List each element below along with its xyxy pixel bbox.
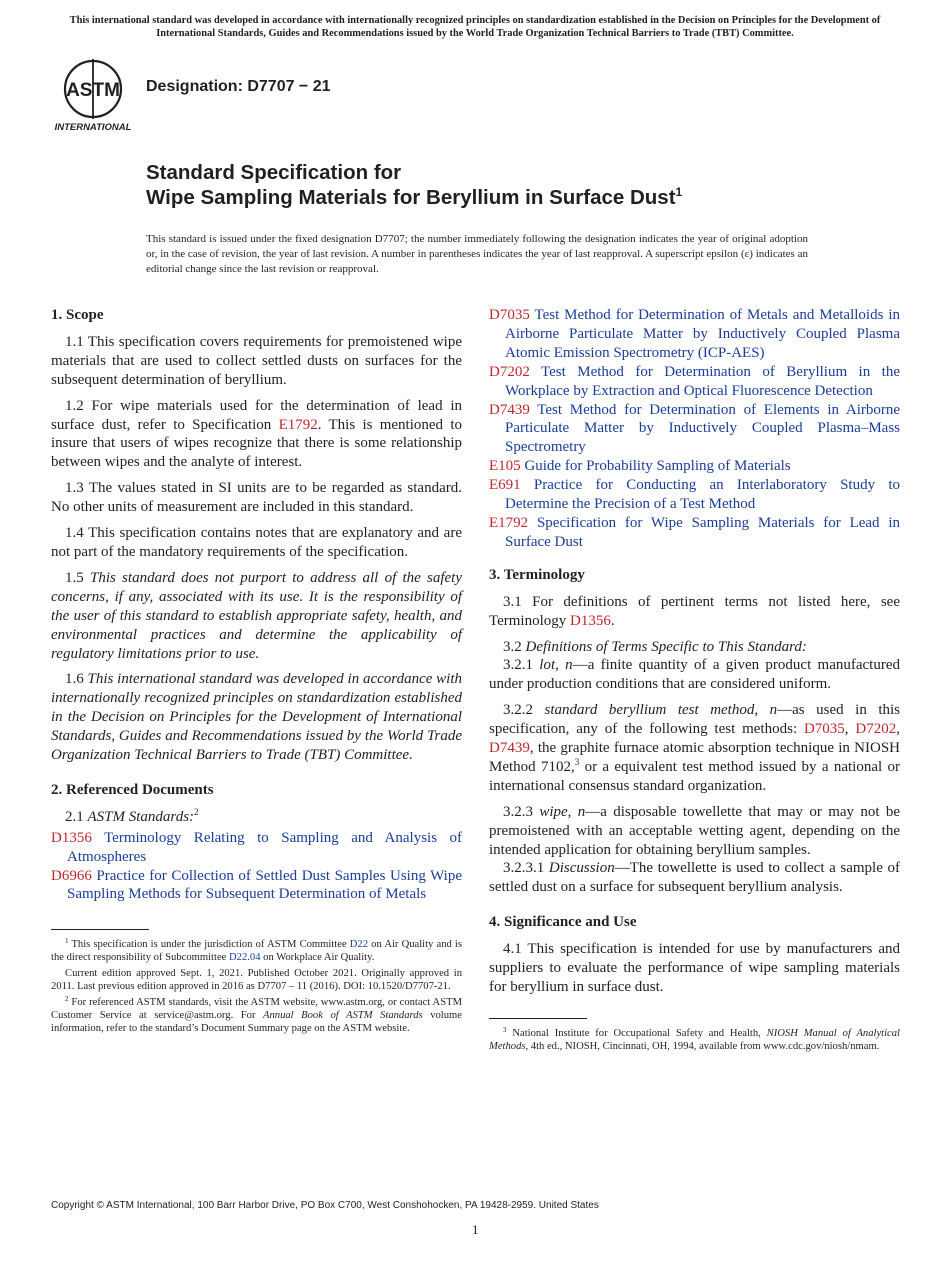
ref-item[interactable]: D7035 Test Method for Determination of Metals and Metalloids in Airborne Particulate Matter by Inductively Coupled Plasma Atomic Emission Spectrometry (ICP-AES) (489, 307, 900, 361)
section-3-heading: 3. Terminology (489, 566, 585, 583)
ref-item[interactable]: D7439 Test Method for Determination of Elements in Airborne Particulate Matter by Inductively Coupled Plasma–Mass Spectrometry (489, 401, 901, 456)
para-1-3: 1.3 The values stated in SI units are to be regarded as standard. No other units of measurement are included in this standard. (51, 480, 462, 516)
designation: Designation: D7707 − 21 (146, 78, 331, 95)
logo-caption: INTERNATIONAL (54, 122, 132, 133)
footnote-rule (489, 1018, 587, 1019)
right-column (489, 306, 900, 1056)
para-3-2-3: 3.2.3 wipe, n—a disposable towellette that may or may not be premoistened with an acceptable wetting agent, depending on the intended application for obtaining beryllium samples. (489, 803, 901, 858)
para-1-5: 1.5 This standard does not purport to address all of the safety concerns, if any, associated with its use. It is the responsibility of the user of this standard to establish appropriate safety, health, and environmental practices and determine the applicability of regulatory limitations prior to use. (51, 569, 463, 662)
para-3-2-2: 3.2.2 standard beryllium test method, n—as used in this specification, any of the following test methods: D7035, D7202, D7439, the graphite furnace atomic absorption technique in NIOSH Method 7102,$^3$ or a equivalent test method issued by a national or international consensus standard organization. (489, 702, 901, 794)
link-d7035[interactable]: D7035 (803, 721, 845, 738)
document-title (146, 160, 682, 210)
para-4-1: 4.1 This specification is intended for use by manufacturers and suppliers to evaluate the performance of wipe sampling materials for beryllium in surface dust. (489, 941, 900, 995)
page-number: 1 (472, 1222, 479, 1237)
link-d7202[interactable]: D7202 (855, 721, 897, 738)
para-2-1: 2.1 ASTM Standards:$^2$ (65, 806, 199, 825)
para-1-4: 1.4 This specification contains notes that are explanatory and are not part of the mandatory requirements of the specification. (51, 525, 462, 560)
left-column (51, 306, 462, 1038)
issued-note: This standard is issued under the fixed designation D7707; the number immediately following the designation indicates the year of original adoption or, in the case of revision, the year of last revision. A number in parentheses indicates the year of last reapproval. A superscript epsilon (ε) indicates an editorial change since the last revision or reapproval. (146, 233, 808, 275)
section-1-heading: 1. Scope (51, 307, 104, 323)
copyright-line: Copyright © ASTM International, 100 Barr Harbor Drive, PO Box C700, West Conshohocken, PA 19428-2959. United States (51, 1200, 599, 1211)
link-e1792[interactable]: E1792 (278, 416, 318, 433)
ref-item[interactable]: E105 Guide for Probability Sampling of Materials (489, 458, 791, 475)
para-3-1: 3.1 For definitions of pertinent terms not listed here, see Terminology D1356. (489, 593, 900, 629)
footnote-rule (51, 929, 149, 930)
link-d1356[interactable]: D1356 (570, 612, 611, 629)
link-d22-04[interactable]: D22.04 (229, 952, 261, 964)
title-footnote-mark: 1 (675, 185, 683, 199)
para-3-2-1: 3.2.1 lot, n—a finite quantity of a given product manufactured under production conditions that are considered uniform. (489, 657, 900, 693)
astm-logo-icon (52, 56, 134, 134)
para-1-2: 1.2 For wipe materials used for the determination of lead in surface dust, refer to Specification E1792. This is mentioned to insure that users of wipes recognize that there is some relationship between wipes and the analyte of interest. (51, 397, 462, 471)
footnote-2: $^2$ For referenced ASTM standards, visit the ASTM website, www.astm.org, or contact ASTM Customer Service at service@astm.org. For Annual Book of ASTM Standards volume information, refer to the standard’s Document Summary page on the ASTM website. (51, 995, 462, 1035)
section-2-heading: 2. Referenced Documents (51, 781, 214, 798)
link-d22[interactable]: D22 (349, 939, 369, 951)
para-1-1: 1.1 This specification covers requirements for premoistened wipe materials that are used to collect settled dusts on surfaces for the subsequent determination of beryllium. (51, 333, 462, 388)
footnote-1-edition: Current edition approved Sept. 1, 2021. Published October 2021. Originally approved in 2011. Last previous edition approved in 2016 as D7707 – 11 (2016). DOI: 10.1520/D7707-21. (51, 968, 462, 993)
footnote-1: $^1$ This specification is under the jurisdiction of ASTM Committee D22 on Air Quality and is the direct responsibility of Subcommittee D22.04 on Workplace Air Quality. (51, 937, 462, 964)
section-4-heading: 4. Significance and Use (489, 914, 637, 931)
para-3-2: 3.2 Definitions of Terms Specific to This Standard: (503, 638, 807, 655)
astm-logo (52, 56, 134, 134)
title-line-2: Wipe Sampling Materials for Beryllium in Surface Dust$^1$ (146, 185, 683, 209)
ref-item[interactable]: D1356 Terminology Relating to Sampling and Analysis of Atmospheres (51, 829, 463, 865)
link-d7439[interactable]: D7439 (489, 740, 530, 757)
para-3-2-3-1: 3.2.3.1 Discussion—The towellette is used to collect a sample of settled dust on a surface for subsequent beryllium analysis. (489, 860, 901, 896)
ref-item[interactable]: D7202 Test Method for Determination of Beryllium in the Workplace by Extraction and Optical Fluorescence Detection (489, 363, 900, 399)
ref-item[interactable]: D6966 Practice for Collection of Settled Dust Samples Using Wipe Sampling Methods for Subsequent Determination of Metals (51, 867, 463, 903)
logo-letters: ASTM (66, 80, 120, 101)
top-notice: This international standard was developed in accordance with internationally recognized principles on standardization established in the Decision on Principles for the Development of International Standards, Guides and Recommendations issued by the World Trade Organization Technical Barriers to Trade (TBT) Committee. (69, 15, 881, 39)
para-1-6: 1.6 This international standard was developed in accordance with internationally recognized principles on standardization established in the Decision on Principles for the Development of International Standards, Guides and Recommendations issued by the World Trade Organization Technical Barriers to Trade (TBT) Committee. (51, 671, 462, 764)
footnote-3: $^3$ National Institute for Occupational Safety and Health, NIOSH Manual of Analytical Methods, 4th ed., NIOSH, Cincinnati, OH, 1994, available from www.cdc.gov/niosh/nmam. (489, 1025, 900, 1052)
ref-item[interactable]: E1792 Specification for Wipe Sampling Materials for Lead in Surface Dust (489, 514, 901, 550)
title-line-1: Standard Specification for (146, 161, 402, 184)
ref-item[interactable]: E691 Practice for Conducting an Interlaboratory Study to Determine the Precision of a Test Method (489, 477, 900, 513)
